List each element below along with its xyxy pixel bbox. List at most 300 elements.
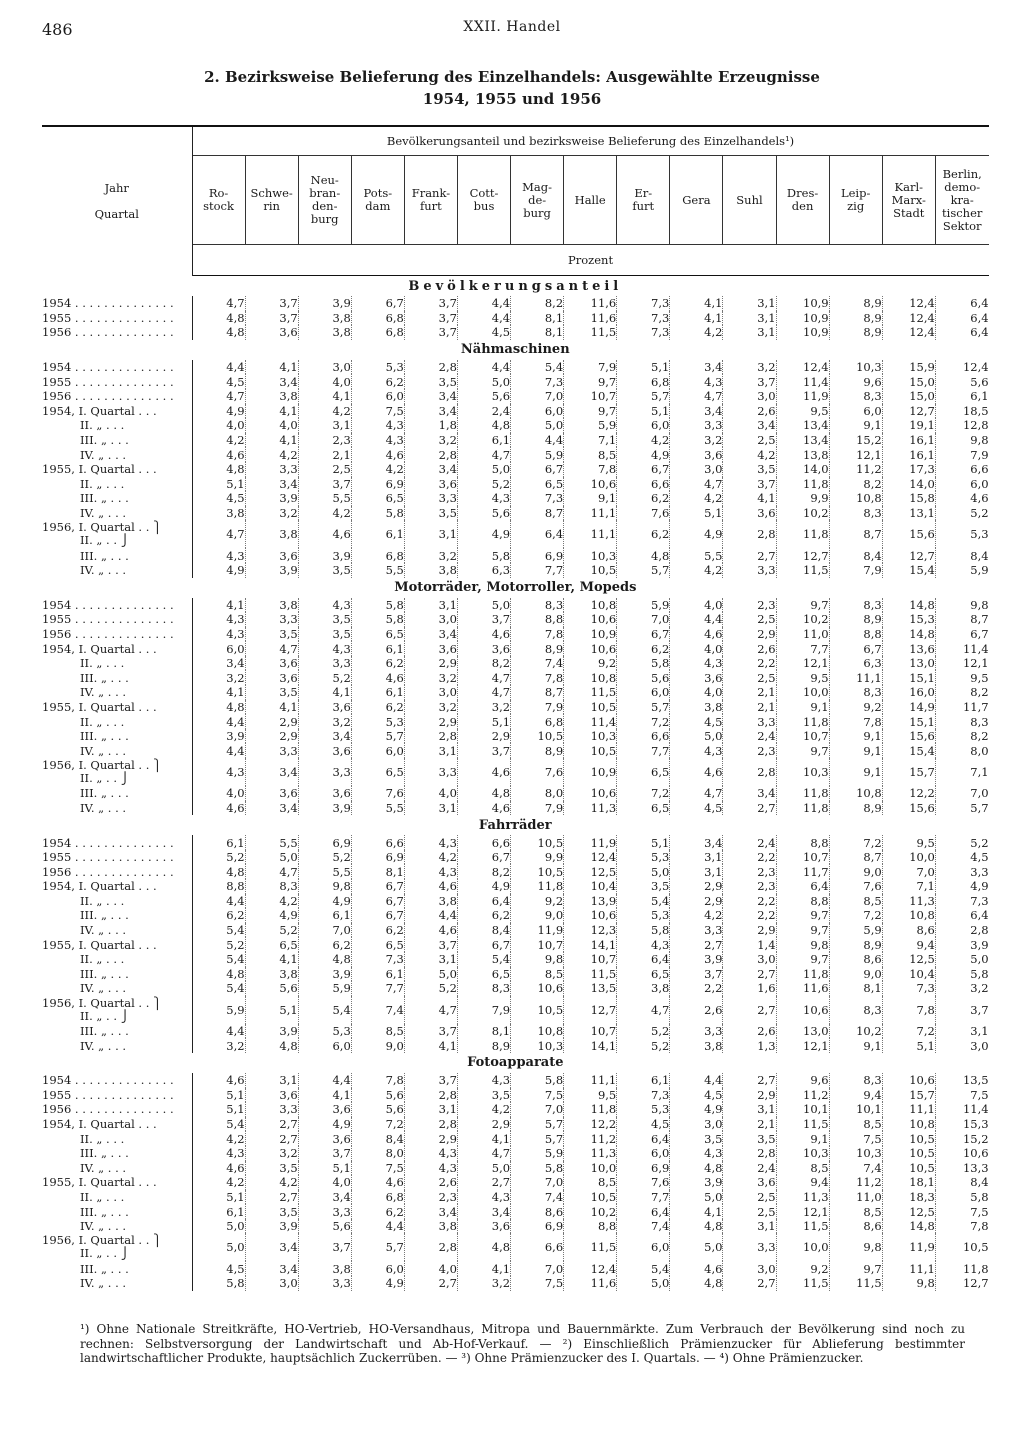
table-cell: 2,7 xyxy=(723,1073,776,1088)
table-cell: 4,9 xyxy=(192,563,245,578)
table-cell: 7,7 xyxy=(776,641,829,656)
table-row xyxy=(42,801,989,816)
table-cell: 3,2 xyxy=(670,433,723,448)
table-cell: 5,1 xyxy=(882,1038,935,1053)
table-cell: 5,7 xyxy=(351,729,404,744)
table-row xyxy=(42,1131,989,1146)
table-cell: 4,0 xyxy=(245,418,298,433)
table-cell: 6,4 xyxy=(935,311,988,326)
table-row xyxy=(42,598,989,613)
table-cell: 8,8 xyxy=(776,835,829,850)
table-cell: 15,6 xyxy=(882,801,935,816)
row-label: 1954, I. Quartal . . . xyxy=(42,1117,192,1132)
table-cell: 4,6 xyxy=(670,758,723,786)
table-cell: 10,6 xyxy=(564,641,617,656)
table-cell: 10,6 xyxy=(564,908,617,923)
table-cell: 3,4 xyxy=(457,1204,510,1219)
table-cell: 8,5 xyxy=(351,1024,404,1039)
table-cell: 10,7 xyxy=(776,850,829,865)
table-cell: 7,8 xyxy=(511,670,564,685)
row-label: 1956, I. Quartal . . ⎫ II. „ . . ⎭ xyxy=(42,520,192,548)
table-cell: 6,5 xyxy=(351,491,404,506)
table-cell: 3,6 xyxy=(404,477,457,492)
table-cell: 8,6 xyxy=(829,1219,882,1234)
table-row xyxy=(42,1233,989,1261)
row-label: 1956 . . . . . . . . . . . . . . xyxy=(42,627,192,642)
table-cell: 5,0 xyxy=(457,462,510,477)
table-cell: 5,0 xyxy=(192,1219,245,1234)
table-cell: 7,4 xyxy=(511,1190,564,1205)
table-cell: 3,1 xyxy=(404,952,457,967)
table-cell: 5,0 xyxy=(457,598,510,613)
table-row xyxy=(42,360,989,375)
table-cell: 4,3 xyxy=(192,627,245,642)
table-cell: 5,5 xyxy=(351,563,404,578)
table-cell: 5,1 xyxy=(192,1088,245,1103)
table-cell: 4,0 xyxy=(298,1175,351,1190)
table-cell: 11,3 xyxy=(564,1146,617,1161)
table-cell: 3,2 xyxy=(245,506,298,521)
table-cell: 3,7 xyxy=(404,937,457,952)
table-row xyxy=(42,864,989,879)
table-cell: 4,7 xyxy=(617,996,670,1024)
table-cell: 10,2 xyxy=(776,612,829,627)
table-cell: 5,2 xyxy=(192,850,245,865)
table-cell: 10,9 xyxy=(776,296,829,311)
table-cell: 4,4 xyxy=(298,1073,351,1088)
table-cell: 3,6 xyxy=(298,743,351,758)
table-cell: 12,4 xyxy=(882,325,935,340)
table-cell: 8,5 xyxy=(511,967,564,982)
table-cell: 5,8 xyxy=(617,656,670,671)
table-cell: 7,5 xyxy=(511,1276,564,1291)
table-cell: 9,4 xyxy=(882,937,935,952)
table-cell: 6,2 xyxy=(617,520,670,548)
table-cell: 4,7 xyxy=(192,296,245,311)
table-cell: 5,2 xyxy=(935,835,988,850)
table-cell: 7,2 xyxy=(829,908,882,923)
table-cell: 3,1 xyxy=(723,1102,776,1117)
table-cell: 11,4 xyxy=(564,714,617,729)
table-cell: 2,5 xyxy=(723,612,776,627)
table-cell: 12,5 xyxy=(564,864,617,879)
table-row xyxy=(42,967,989,982)
table-row xyxy=(42,477,989,492)
table-cell: 6,2 xyxy=(351,656,404,671)
table-cell: 5,1 xyxy=(298,1161,351,1176)
table-cell: 7,2 xyxy=(617,786,670,801)
table-cell: 12,2 xyxy=(564,1117,617,1132)
section-title: Nähmaschinen xyxy=(460,342,570,358)
table-row xyxy=(42,325,989,340)
table-cell: 9,7 xyxy=(564,374,617,389)
table-cell: 4,2 xyxy=(670,325,723,340)
table-cell: 4,1 xyxy=(245,404,298,419)
table-cell: 3,3 xyxy=(245,612,298,627)
table-cell: 5,4 xyxy=(192,981,245,996)
table-row xyxy=(42,506,989,521)
table-row xyxy=(42,729,989,744)
table-cell: 7,3 xyxy=(511,491,564,506)
table-cell: 5,3 xyxy=(617,908,670,923)
table-row xyxy=(42,923,989,938)
table-cell: 12,2 xyxy=(882,786,935,801)
table-cell: 9,1 xyxy=(564,491,617,506)
header-row xyxy=(42,126,989,156)
table-cell: 4,6 xyxy=(457,627,510,642)
table-cell: 3,9 xyxy=(245,1219,298,1234)
table-cell: 9,1 xyxy=(829,729,882,744)
table-cell: 2,3 xyxy=(404,1190,457,1205)
table-cell: 10,0 xyxy=(776,685,829,700)
table-cell: 12,1 xyxy=(776,656,829,671)
table-cell: 9,0 xyxy=(511,908,564,923)
table-cell: 4,7 xyxy=(457,685,510,700)
table-row xyxy=(42,670,989,685)
table-cell: 8,8 xyxy=(829,627,882,642)
table-cell: 2,2 xyxy=(723,656,776,671)
table-cell: 6,5 xyxy=(617,758,670,786)
table-cell: 6,9 xyxy=(511,1219,564,1234)
table-cell: 7,3 xyxy=(617,1088,670,1103)
table-cell: 4,3 xyxy=(457,491,510,506)
section-title-row xyxy=(42,578,989,598)
table-cell: 4,4 xyxy=(511,433,564,448)
table-cell: 6,5 xyxy=(245,937,298,952)
table-cell: 11,1 xyxy=(882,1102,935,1117)
table-cell: 8,6 xyxy=(511,1204,564,1219)
table-cell: 6,4 xyxy=(617,1131,670,1146)
table-cell: 4,3 xyxy=(192,758,245,786)
table-cell: 4,7 xyxy=(245,641,298,656)
table-cell: 5,6 xyxy=(617,670,670,685)
table-cell: 4,2 xyxy=(670,491,723,506)
row-label: 1954, I. Quartal . . . xyxy=(42,641,192,656)
table-cell: 3,2 xyxy=(192,670,245,685)
table-cell: 10,8 xyxy=(511,1024,564,1039)
table-cell: 7,0 xyxy=(617,612,670,627)
table-cell: 4,4 xyxy=(670,612,723,627)
table-cell: 9,8 xyxy=(511,952,564,967)
table-cell: 14,8 xyxy=(882,1219,935,1234)
table-cell: 2,5 xyxy=(723,1204,776,1219)
table-cell: 5,8 xyxy=(935,1190,988,1205)
table-cell: 10,8 xyxy=(882,908,935,923)
table-cell: 12,3 xyxy=(564,923,617,938)
table-cell: 4,4 xyxy=(192,714,245,729)
table-cell: 13,4 xyxy=(776,418,829,433)
table-cell: 2,9 xyxy=(404,656,457,671)
table-cell: 4,9 xyxy=(298,894,351,909)
table-cell: 6,6 xyxy=(935,462,988,477)
row-label: 1955 . . . . . . . . . . . . . . xyxy=(42,612,192,627)
table-cell: 10,2 xyxy=(829,1024,882,1039)
table-cell: 4,2 xyxy=(245,894,298,909)
table-cell: 4,9 xyxy=(192,404,245,419)
table-cell: 5,5 xyxy=(298,491,351,506)
table-cell: 4,3 xyxy=(351,418,404,433)
table-cell: 15,2 xyxy=(829,433,882,448)
table-cell: 2,8 xyxy=(723,758,776,786)
table-cell: 5,7 xyxy=(511,1131,564,1146)
table-cell: 7,5 xyxy=(935,1088,988,1103)
table-cell: 3,4 xyxy=(245,374,298,389)
table-cell: 7,3 xyxy=(351,952,404,967)
table-cell: 6,1 xyxy=(298,908,351,923)
row-label: 1954 . . . . . . . . . . . . . . xyxy=(42,360,192,375)
table-cell: 9,8 xyxy=(829,1233,882,1261)
table-cell: 3,3 xyxy=(298,1204,351,1219)
table-cell: 4,8 xyxy=(670,1276,723,1291)
row-label: IV. „ . . . xyxy=(42,506,192,521)
table-cell: 3,5 xyxy=(404,506,457,521)
table-cell: 6,6 xyxy=(617,477,670,492)
section-title-row xyxy=(42,340,989,360)
table-cell: 3,3 xyxy=(298,758,351,786)
table-cell: 5,4 xyxy=(457,952,510,967)
table-cell: 4,3 xyxy=(670,656,723,671)
table-cell: 5,0 xyxy=(457,374,510,389)
table-cell: 13,0 xyxy=(882,656,935,671)
table-cell: 2,7 xyxy=(723,996,776,1024)
table-cell: 3,5 xyxy=(245,1161,298,1176)
table-cell: 3,0 xyxy=(935,1038,988,1053)
table-cell: 4,1 xyxy=(404,1038,457,1053)
table-cell: 6,9 xyxy=(298,835,351,850)
table-cell: 6,0 xyxy=(617,1146,670,1161)
table-cell: 6,8 xyxy=(351,325,404,340)
row-label: 1956 . . . . . . . . . . . . . . xyxy=(42,864,192,879)
table-cell: 4,8 xyxy=(298,952,351,967)
table-cell: 6,2 xyxy=(298,937,351,952)
table-cell: 10,3 xyxy=(776,1146,829,1161)
table-cell: 3,8 xyxy=(245,520,298,548)
table-row xyxy=(42,835,989,850)
table-cell: 12,4 xyxy=(935,360,988,375)
table-cell: 5,8 xyxy=(935,967,988,982)
table-cell: 4,8 xyxy=(670,1161,723,1176)
table-cell: 6,7 xyxy=(511,462,564,477)
table-cell: 6,2 xyxy=(351,923,404,938)
table-cell: 8,9 xyxy=(829,296,882,311)
row-label: IV. „ . . . xyxy=(42,1161,192,1176)
table-cell: 4,4 xyxy=(404,908,457,923)
table-cell: 7,4 xyxy=(351,996,404,1024)
table-cell: 8,9 xyxy=(829,612,882,627)
table-cell: 11,8 xyxy=(564,1102,617,1117)
table-cell: 9,6 xyxy=(776,1073,829,1088)
table-cell: 7,9 xyxy=(457,996,510,1024)
table-cell: 3,9 xyxy=(935,937,988,952)
table-cell: 3,0 xyxy=(245,1276,298,1291)
row-label: 1955 . . . . . . . . . . . . . . xyxy=(42,1088,192,1103)
table-cell: 7,3 xyxy=(617,296,670,311)
table-cell: 4,8 xyxy=(192,462,245,477)
table-cell: 3,5 xyxy=(723,462,776,477)
table-cell: 6,7 xyxy=(617,627,670,642)
table-cell: 4,5 xyxy=(935,850,988,865)
table-row xyxy=(42,491,989,506)
table-cell: 8,3 xyxy=(829,996,882,1024)
table-cell: 4,3 xyxy=(670,1146,723,1161)
table-cell: 10,0 xyxy=(776,1233,829,1261)
table-cell: 11,0 xyxy=(776,627,829,642)
row-label: 1955, I. Quartal . . . xyxy=(42,937,192,952)
table-cell: 15,4 xyxy=(882,563,935,578)
table-cell: 1,4 xyxy=(723,937,776,952)
table-cell: 4,5 xyxy=(192,374,245,389)
table-cell: 5,5 xyxy=(298,864,351,879)
table-cell: 6,7 xyxy=(351,296,404,311)
table-cell: 13,1 xyxy=(882,506,935,521)
table-cell: 9,8 xyxy=(935,598,988,613)
table-cell: 5,2 xyxy=(192,937,245,952)
table-cell: 5,4 xyxy=(298,996,351,1024)
table-cell: 3,9 xyxy=(298,801,351,816)
table-row xyxy=(42,700,989,715)
table-row xyxy=(42,563,989,578)
table-cell: 3,0 xyxy=(404,612,457,627)
table-cell: 3,0 xyxy=(670,462,723,477)
table-cell: 4,6 xyxy=(404,923,457,938)
table-cell: 4,6 xyxy=(351,447,404,462)
column-header: Er- furt xyxy=(617,156,670,245)
table-cell: 14,8 xyxy=(882,598,935,613)
row-label: II. „ . . . xyxy=(42,714,192,729)
table-cell: 5,3 xyxy=(617,850,670,865)
table-cell: 11,8 xyxy=(776,967,829,982)
column-header: Dres- den xyxy=(776,156,829,245)
table-cell: 4,7 xyxy=(670,389,723,404)
table-cell: 4,4 xyxy=(457,296,510,311)
column-header: Frank- furt xyxy=(404,156,457,245)
table-cell: 4,6 xyxy=(192,447,245,462)
table-cell: 3,6 xyxy=(245,325,298,340)
table-cell: 11,7 xyxy=(935,700,988,715)
table-cell: 6,0 xyxy=(351,389,404,404)
table-cell: 5,8 xyxy=(617,923,670,938)
table-cell: 6,7 xyxy=(457,850,510,865)
table-cell: 3,5 xyxy=(457,1088,510,1103)
table-cell: 8,7 xyxy=(935,612,988,627)
row-label: IV. „ . . . xyxy=(42,801,192,816)
table-cell: 4,9 xyxy=(298,1117,351,1132)
table-cell: 3,8 xyxy=(192,506,245,521)
table-cell: 6,8 xyxy=(351,311,404,326)
table-row xyxy=(42,1190,989,1205)
table-cell: 5,0 xyxy=(670,1190,723,1205)
table-cell: 10,7 xyxy=(776,729,829,744)
table-cell: 6,1 xyxy=(935,389,988,404)
table-cell: 8,4 xyxy=(935,548,988,563)
row-label: 1954 . . . . . . . . . . . . . . xyxy=(42,1073,192,1088)
table-cell: 10,5 xyxy=(564,1190,617,1205)
table-cell: 2,7 xyxy=(245,1117,298,1132)
table-cell: 7,3 xyxy=(617,325,670,340)
row-label: 1954, I. Quartal . . . xyxy=(42,404,192,419)
table-cell: 5,2 xyxy=(404,981,457,996)
table-cell: 5,8 xyxy=(351,598,404,613)
table-cell: 15,4 xyxy=(882,743,935,758)
table-cell: 3,6 xyxy=(298,786,351,801)
table-cell: 6,0 xyxy=(351,743,404,758)
row-label: IV. „ . . . xyxy=(42,1276,192,1291)
table-cell: 3,3 xyxy=(404,491,457,506)
table-cell: 11,6 xyxy=(776,981,829,996)
table-cell: 18,1 xyxy=(882,1175,935,1190)
table-cell: 4,6 xyxy=(670,1261,723,1276)
table-cell: 8,1 xyxy=(829,981,882,996)
table-cell: 6,5 xyxy=(511,477,564,492)
table-cell: 4,2 xyxy=(670,563,723,578)
table-cell: 4,2 xyxy=(298,404,351,419)
table-cell: 15,2 xyxy=(935,1131,988,1146)
table-cell: 10,8 xyxy=(882,1117,935,1132)
table-cell: 7,0 xyxy=(882,864,935,879)
table-cell: 3,7 xyxy=(404,296,457,311)
table-cell: 7,6 xyxy=(617,1175,670,1190)
table-cell: 8,3 xyxy=(511,598,564,613)
table-cell: 11,5 xyxy=(776,1276,829,1291)
table-cell: 4,1 xyxy=(192,685,245,700)
table-cell: 5,6 xyxy=(351,1088,404,1103)
table-cell: 6,1 xyxy=(351,685,404,700)
table-cell: 4,7 xyxy=(192,389,245,404)
table-cell: 3,2 xyxy=(404,433,457,448)
table-cell: 5,4 xyxy=(511,360,564,375)
table-cell: 3,0 xyxy=(723,1261,776,1276)
table-cell: 4,2 xyxy=(457,1102,510,1117)
table-cell: 5,8 xyxy=(192,1276,245,1291)
table-cell: 3,2 xyxy=(723,360,776,375)
table-cell: 2,9 xyxy=(457,729,510,744)
table-cell: 10,8 xyxy=(564,598,617,613)
table-row xyxy=(42,996,989,1024)
table-cell: 8,9 xyxy=(829,325,882,340)
table-cell: 3,7 xyxy=(457,743,510,758)
table-row xyxy=(42,714,989,729)
table-cell: 2,8 xyxy=(404,1233,457,1261)
table-cell: 4,2 xyxy=(192,433,245,448)
table-cell: 5,9 xyxy=(564,418,617,433)
table-cell: 3,7 xyxy=(457,612,510,627)
table-cell: 6,5 xyxy=(351,627,404,642)
table-cell: 4,5 xyxy=(192,491,245,506)
table-cell: 3,6 xyxy=(457,1219,510,1234)
table-cell: 6,5 xyxy=(351,758,404,786)
table-cell: 15,7 xyxy=(882,1088,935,1103)
row-label: 1956 . . . . . . . . . . . . . . xyxy=(42,325,192,340)
table-cell: 10,9 xyxy=(776,311,829,326)
table-cell: 3,4 xyxy=(670,404,723,419)
table-cell: 7,9 xyxy=(511,801,564,816)
table-cell: 9,9 xyxy=(776,491,829,506)
table-cell: 9,7 xyxy=(776,923,829,938)
table-cell: 4,1 xyxy=(192,598,245,613)
table-row xyxy=(42,627,989,642)
table-cell: 2,7 xyxy=(723,1276,776,1291)
row-label: 1955, I. Quartal . . . xyxy=(42,700,192,715)
table-row xyxy=(42,404,989,419)
table-cell: 5,7 xyxy=(617,700,670,715)
table-cell: 3,9 xyxy=(670,1175,723,1190)
table-cell: 8,4 xyxy=(829,548,882,563)
table-cell: 3,3 xyxy=(298,656,351,671)
table-cell: 6,8 xyxy=(617,374,670,389)
table-cell: 3,2 xyxy=(457,1276,510,1291)
table-cell: 11,5 xyxy=(776,1117,829,1132)
table-cell: 2,2 xyxy=(670,981,723,996)
